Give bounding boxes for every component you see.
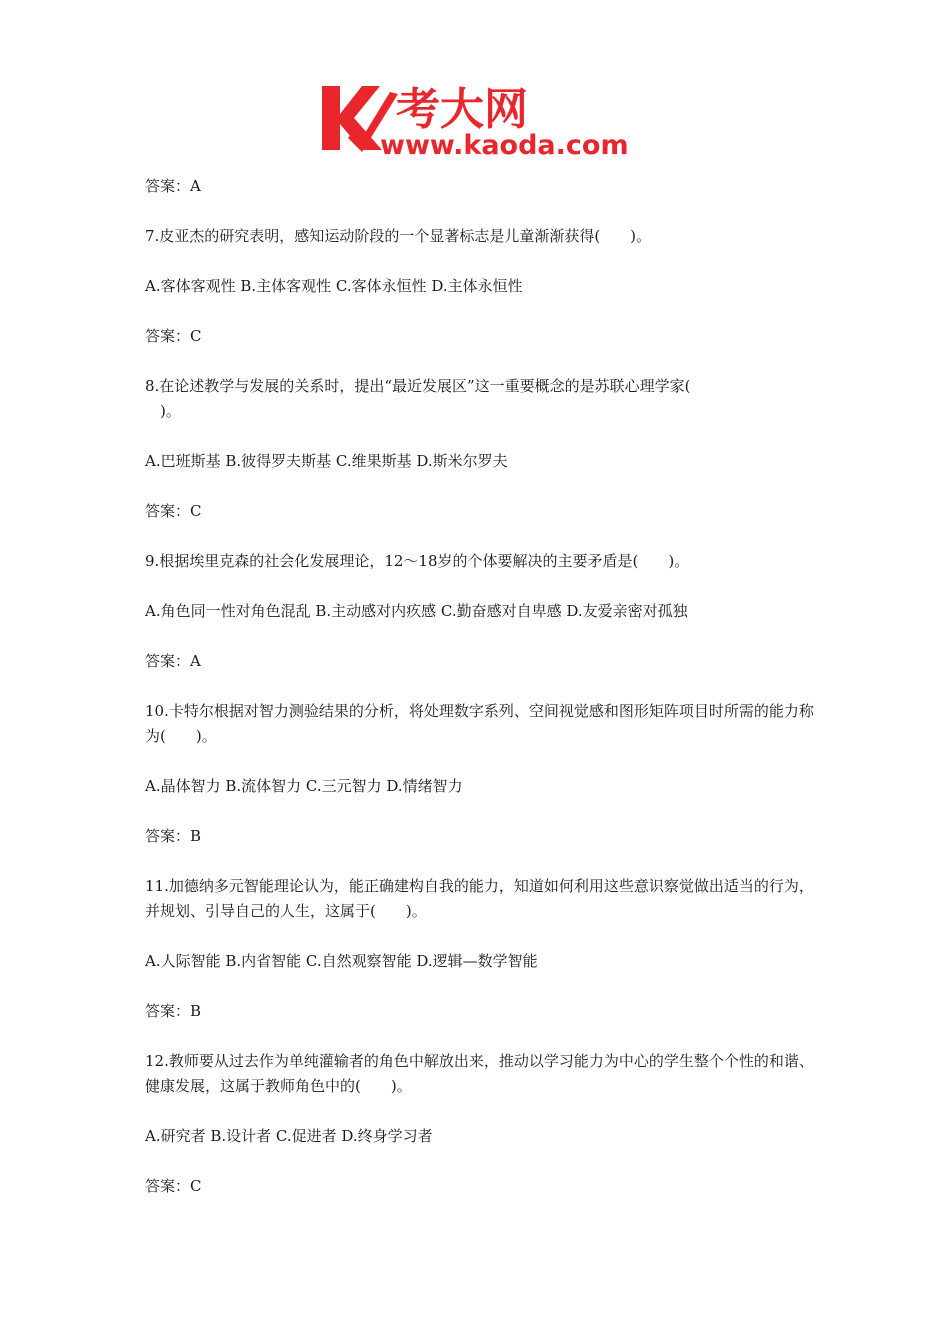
answer-7: 答案：C xyxy=(145,327,202,345)
options-11: A.人际智能 B.内省智能 C.自然观察智能 D.逻辑—数学智能 xyxy=(145,952,538,970)
question-9: 9.根据埃里克森的社会化发展理论，12～18岁的个体要解决的主要矛盾是( )。 xyxy=(145,552,690,570)
kaoda-logo-graphic xyxy=(318,80,638,158)
logo-url-text: www.kaoda.com xyxy=(380,130,629,158)
logo-brand-text: 考大网 xyxy=(396,84,528,135)
answer-8: 答案：C xyxy=(145,502,202,520)
question-11: 11.加德纳多元智能理论认为，能正确建构自我的能力，知道如何利用这些意识察觉做出适当的行为，并规划、引导自己的人生，这属于( )。 xyxy=(145,877,814,920)
options-7: A.客体客观性 B.主体客观性 C.客体永恒性 D.主体永恒性 xyxy=(145,277,523,295)
question-list xyxy=(145,174,815,1224)
answer-9: 答案：A xyxy=(145,652,201,670)
answer-12: 答案：C xyxy=(145,1177,202,1195)
question-10: 10.卡特尔根据对智力测验结果的分析，将处理数字系列、空间视觉感和图形矩阵项目时所需的能力称为( )。 xyxy=(145,702,814,745)
options-10: A.晶体智力 B.流体智力 C.三元智力 D.情绪智力 xyxy=(145,777,463,795)
question-8: 8.在论述教学与发展的关系时，提出“最近发展区”这一重要概念的是苏联心理学家( )。 xyxy=(145,377,691,420)
answer-11: 答案：B xyxy=(145,1002,202,1020)
options-9: A.角色同一性对角色混乱 B.主动感对内疚感 C.勤奋感对自卑感 D.友爱亲密对孤独 xyxy=(145,602,688,620)
question-12: 12.教师要从过去作为单纯灌输者的角色中解放出来，推动以学习能力为中心的学生整个个性的和谐、健康发展，这属于教师角色中的( )。 xyxy=(145,1052,814,1095)
options-12: A.研究者 B.设计者 C.促进者 D.终身学习者 xyxy=(145,1127,433,1145)
question-7: 7.皮亚杰的研究表明，感知运动阶段的一个显著标志是儿童渐渐获得( )。 xyxy=(145,227,652,245)
answer-10: 答案：B xyxy=(145,827,202,845)
options-8: A.巴班斯基 B.彼得罗夫斯基 C.维果斯基 D.斯米尔罗夫 xyxy=(145,452,508,470)
answer-line: 答案：A xyxy=(145,177,201,195)
kaoda-logo xyxy=(318,80,638,158)
